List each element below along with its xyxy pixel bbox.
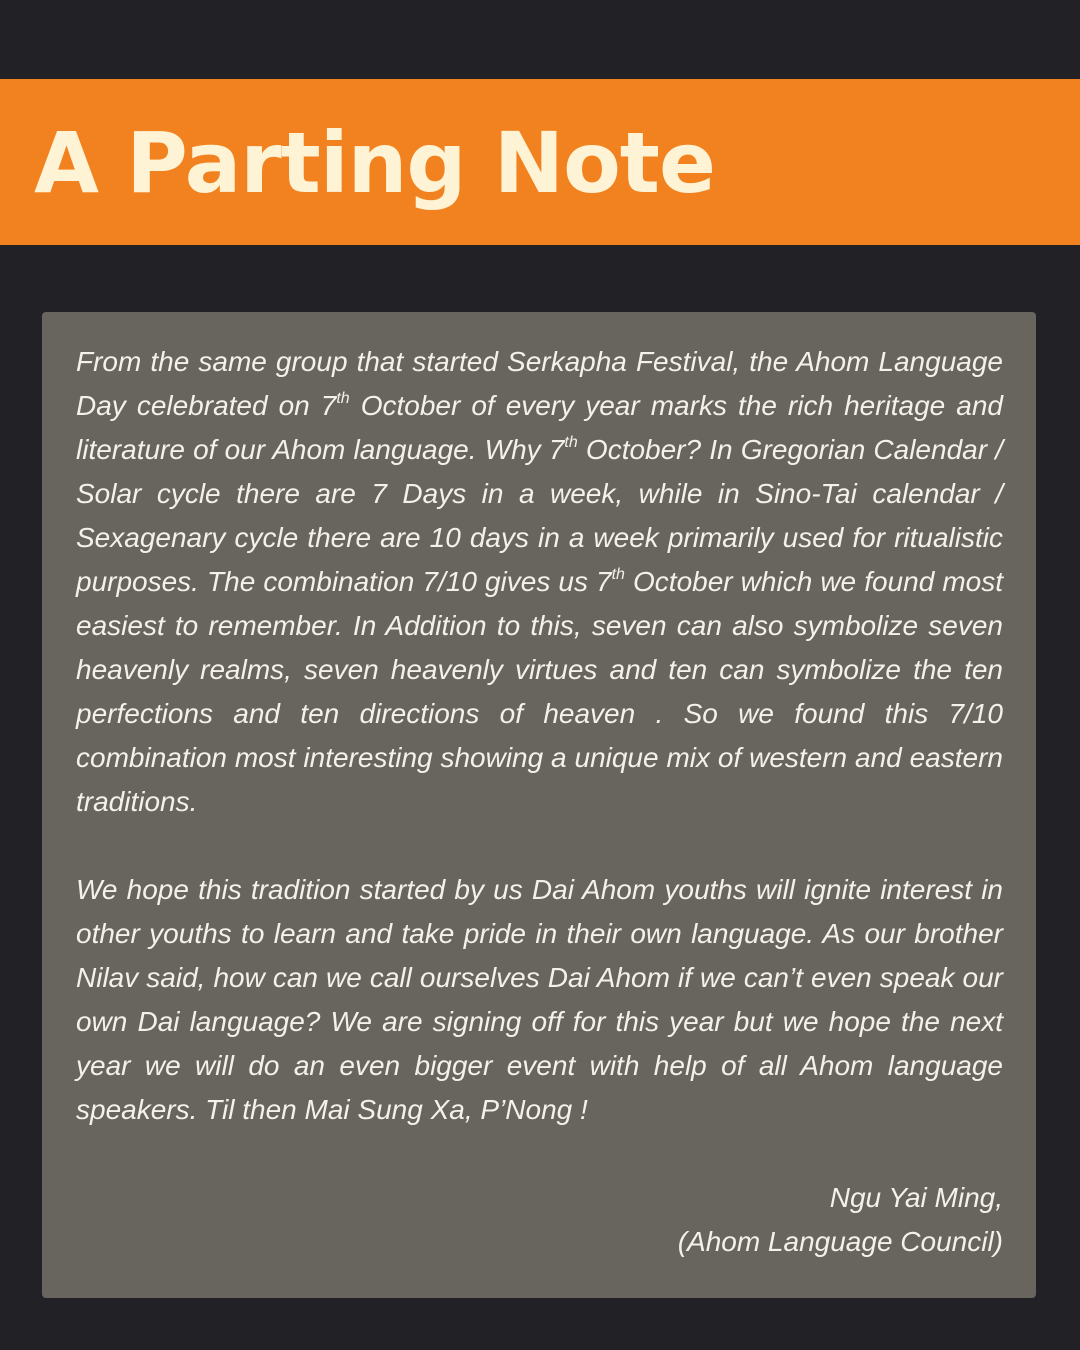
ordinal-suffix: th [611,566,625,583]
paragraph-1-part-2: October of every year marks the rich heritage and literature of our Ahom language. Why 7 [76,390,1003,465]
paragraph-1-part-4: October which we found most easiest to remember. In Addition to this, seven can also symbolize seven heavenly realms, seven heavenly virtues and ten can symbolize the ten perfections and ten directions of heaven . So we found this 7/10 combination most interesting showing a unique mix of western and eastern traditions. [76,566,1004,817]
note-text [76,340,1003,1264]
page-title: A Parting Note [34,114,715,212]
paragraph-2: We hope this tradition started by us Dai Ahom youths will ignite interest in other youths to learn and take pride in their own language. As our brother Nilav said, how can we call ourselves Dai Ahom if we can’t even speak our own Dai language? We are signing off for this year but we hope the next year we will do an even bigger event with help of all Ahom language speakers. Til then Mai Sung Xa, P’Nong ! [76,874,1003,1125]
signature [76,1176,1003,1264]
signature-name: Ngu Yai Ming, [829,1182,1003,1213]
ordinal-suffix: th [564,434,578,451]
paragraph-1-part-3: October? In Gregorian Calendar / Solar cycle there are 7 Days in a week, while in Sino-Tai calendar / Sexagenary cycle there are 10 days in a week primarily used for ritualistic purposes. The combination 7/10 gives us 7 [76,434,1003,597]
paragraph-1 [76,340,1003,824]
ordinal-suffix: th [336,390,350,407]
paragraph-gap [76,824,1003,868]
signature-org: (Ahom Language Council) [677,1226,1003,1257]
paragraph-1-part-1: From the same group that started Serkapha Festival, the Ahom Language Day celebrated on 7 [76,346,1003,421]
